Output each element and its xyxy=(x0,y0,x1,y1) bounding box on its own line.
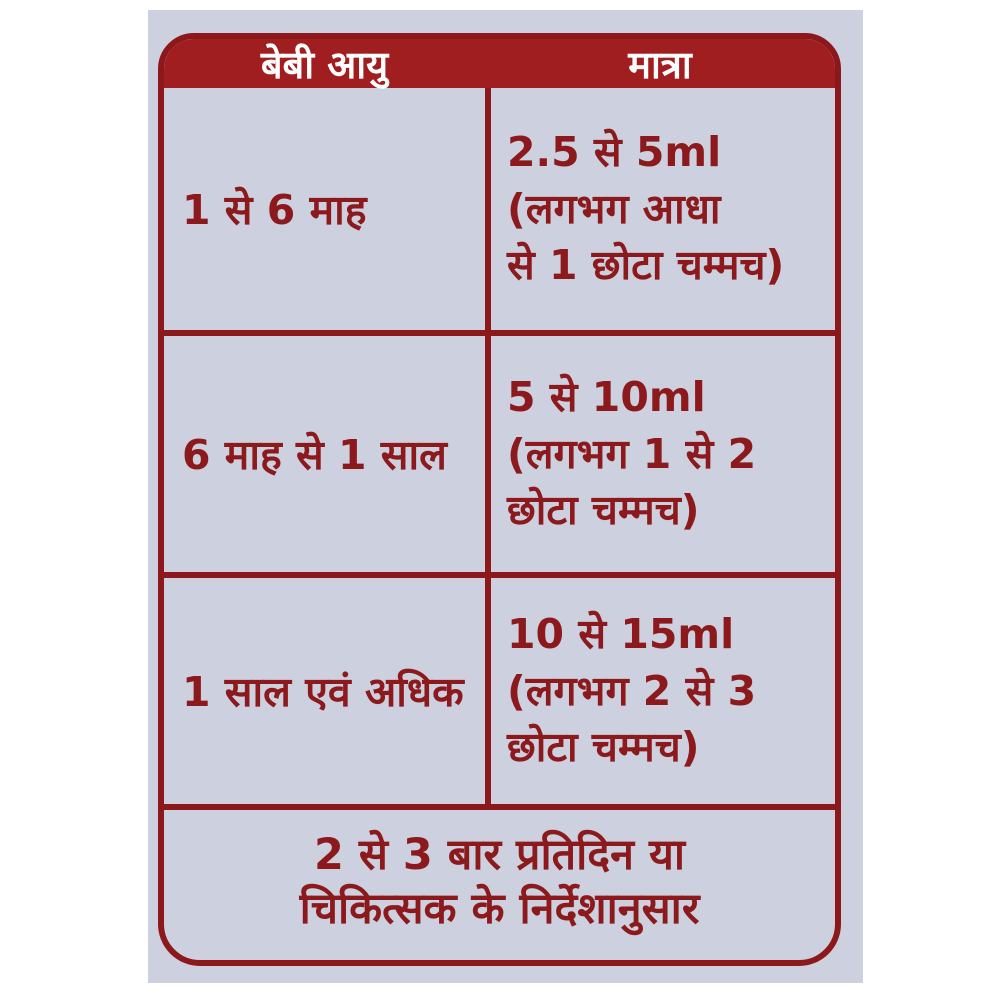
header-baby-age: बेबी आयु xyxy=(260,42,389,87)
table-row xyxy=(164,88,835,330)
dose-line: (लगभग आधा xyxy=(507,184,721,233)
dose-line: 10 से 15ml xyxy=(507,610,735,659)
table-row xyxy=(164,572,835,804)
dosage-label-card xyxy=(148,10,863,983)
table-header-row xyxy=(164,39,835,88)
age-cell: 1 साल एवं अधिक xyxy=(182,668,464,716)
dose-line: 5 से 10ml xyxy=(507,373,706,422)
table-row xyxy=(164,330,835,572)
frequency-note-line: चिकित्सक के निर्देशानुसार xyxy=(299,884,700,934)
header-dose: मात्रा xyxy=(628,42,692,87)
dose-line: छोटा चम्मच) xyxy=(507,486,700,535)
age-cell: 6 माह से 1 साल xyxy=(182,431,447,479)
frequency-note-line: 2 से 3 बार प्रतिदिन या xyxy=(313,829,686,880)
dose-cell xyxy=(485,88,835,330)
dose-line: छोटा चम्मच) xyxy=(507,723,700,772)
dose-line: (लगभग 1 से 2 xyxy=(507,429,757,478)
age-cell: 1 से 6 माह xyxy=(182,186,367,234)
dose-line: (लगभग 2 से 3 xyxy=(507,666,757,715)
frequency-note xyxy=(164,804,835,960)
dose-line: से 1 छोटा चम्मच) xyxy=(507,241,785,290)
dose-line: 2.5 से 5ml xyxy=(507,128,722,177)
dose-cell xyxy=(485,578,835,804)
dose-cell xyxy=(485,336,835,572)
dosage-table xyxy=(158,33,841,966)
